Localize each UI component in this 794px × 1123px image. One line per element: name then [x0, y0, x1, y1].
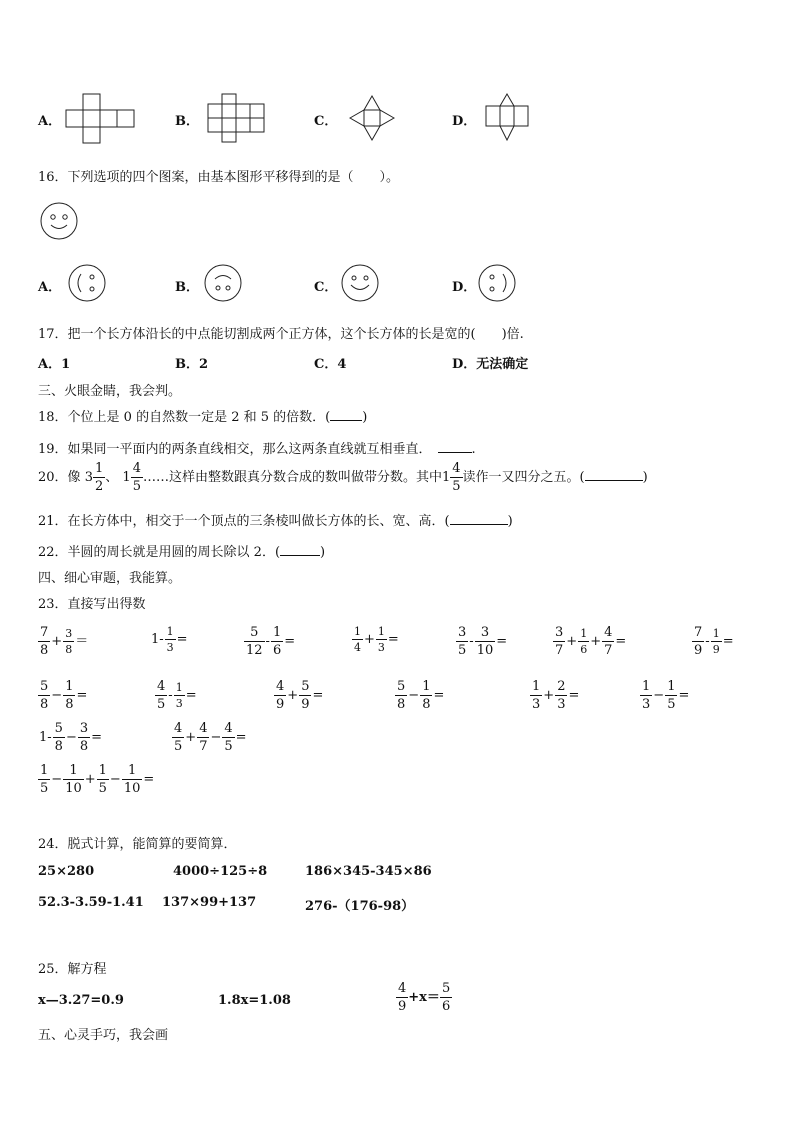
operator: +: [566, 634, 578, 649]
q17-option-d: D．无法确定: [452, 357, 529, 372]
fraction: $\frac{3}{8}$: [79, 721, 89, 754]
q16-option-a-label: A．: [38, 280, 62, 295]
cube-net-a-icon: [66, 94, 138, 144]
operator: =: [176, 632, 188, 647]
fraction: $\frac{1}{5}$: [98, 763, 107, 796]
operator: +: [51, 634, 63, 649]
q16-option-b-label: B．: [175, 280, 199, 295]
q23-title: 23．直接写出得数: [38, 597, 146, 612]
operator: =: [76, 688, 88, 703]
q23-expression: [352, 626, 400, 653]
q15-option-b-label: B．: [175, 114, 199, 129]
operator: =: [678, 688, 690, 703]
q24-expr: 25×280: [38, 864, 95, 879]
fraction: $\frac{3}{10}$: [476, 625, 494, 658]
operator: −: [653, 688, 665, 703]
section-4-heading: 四、细心审题，我能算。: [38, 571, 182, 586]
triangle-net-icon: [486, 94, 532, 144]
q23-expression: [456, 626, 508, 657]
fraction: $\frac{7}{8}$: [40, 625, 49, 658]
q17-option-b: B．2: [175, 357, 209, 372]
fraction: $\frac{5}{8}$: [54, 721, 63, 754]
fraction: $\frac{1}{8}$: [422, 679, 431, 712]
fraction: $\frac{1}{6}$: [272, 625, 282, 658]
fraction: $\frac{5}{8}$: [397, 679, 406, 712]
q15-option-a-label: A．: [38, 114, 62, 129]
q16-question: 16．下列选项的四个图案，由基本图形平移得到的是（ ）。: [38, 170, 400, 185]
q23-expression: [553, 626, 627, 657]
operator: -: [168, 688, 173, 703]
q20-question: 20．像 3 $\frac{1}{2}$ 、 1 $\frac{4}{5}$ ……这样由整数跟真分数合成的数叫做带分数。其中1 $\frac{4}{5}$ 读作一又四分之五。( ): [38, 461, 648, 494]
operator: -: [265, 634, 270, 649]
fraction: $\frac{1}{9}$: [712, 627, 720, 656]
q23-expression: [38, 626, 89, 657]
fraction: $\frac{4}{5}$: [157, 679, 166, 712]
q24-expr: 52.3-3.59-1.41: [38, 895, 144, 910]
operator: 1-: [39, 730, 52, 745]
face-variant-d-icon: [478, 264, 518, 304]
fraction: $\frac{5}{8}$: [40, 679, 49, 712]
q24-expr: 4000÷125÷8: [173, 864, 268, 879]
operator: -: [469, 634, 474, 649]
operator: =: [433, 688, 445, 703]
q15-option-d-label: D．: [452, 114, 477, 129]
fraction: $\frac{1}{8}$: [65, 679, 74, 712]
operator: =: [143, 772, 155, 787]
operator: 1-: [151, 632, 164, 647]
fraction: $\frac{1}{6}$: [580, 627, 588, 656]
operator: +: [185, 730, 197, 745]
q16-option-c-label: C．: [314, 280, 338, 295]
fraction: $\frac{3}{5}$: [458, 625, 467, 658]
q23-expression: [172, 722, 248, 753]
smiley-face-icon: [40, 202, 80, 242]
q16-option-d-label: D．: [452, 280, 477, 295]
fraction: $\frac{1}{3}$: [175, 681, 183, 710]
fraction: $\frac{1}{4}$: [354, 625, 361, 654]
fraction: $\frac{1}{10}$: [123, 763, 141, 796]
fraction: $\frac{4}{5}$: [174, 721, 183, 754]
fraction: $\frac{5}{12}$: [246, 625, 263, 658]
q17-option-a: A．1: [38, 357, 71, 372]
operator: -: [705, 634, 710, 649]
fraction: $\frac{4}{9}$: [276, 679, 285, 712]
q23-expression: [38, 764, 155, 795]
operator: =: [722, 634, 734, 649]
operator: +: [543, 688, 555, 703]
q23-expression: [395, 680, 445, 711]
q24-title: 24．脱式计算，能简算的要简算．: [38, 837, 237, 852]
diamond-net-icon: [350, 96, 396, 142]
q25-equation-1: x—3.27=0.9: [38, 993, 124, 1008]
fraction: $\frac{1}{3}$: [166, 625, 174, 654]
q23-expression: [150, 626, 189, 653]
q25-equation-2: 1.8x=1.08: [218, 993, 291, 1008]
fraction: $\frac{2}{3}$: [557, 679, 566, 712]
operator: =: [185, 688, 197, 703]
section-3-heading: 三、火眼金睛，我会判。: [38, 384, 182, 399]
q17-option-c: C．4: [314, 357, 347, 372]
q23-expression: [530, 680, 580, 711]
fraction: $\frac{1}{5}$: [667, 679, 676, 712]
section-5-heading: 五、心灵手巧，我会画: [38, 1028, 169, 1043]
operator: =: [91, 730, 103, 745]
q19-question: 19．如果同一平面内的两条直线相交，那么这两条直线就互相垂直． .: [38, 442, 476, 457]
fraction: $\frac{4}{7}$: [199, 721, 208, 754]
fraction: $\frac{7}{9}$: [694, 625, 703, 658]
q25-equation-3: $\frac{4}{9}$ +x＝ $\frac{5}{6}$: [398, 981, 451, 1014]
fraction: $\frac{3}{8}$: [65, 627, 73, 656]
operator: −: [210, 730, 222, 745]
operator: −: [65, 730, 77, 745]
fraction: $\frac{1}{3}$: [532, 679, 541, 712]
operator: =: [284, 634, 296, 649]
fraction: $\frac{5}{9}$: [301, 679, 310, 712]
q23-expression: [692, 626, 735, 657]
face-variant-a-icon: [68, 264, 108, 304]
q23-expression: [274, 680, 324, 711]
operator: +: [287, 688, 299, 703]
operator: ＝: [75, 634, 89, 649]
q23-expression: [155, 680, 198, 711]
fraction: $\frac{1}{5}$: [40, 763, 49, 796]
q23-expression: [38, 722, 103, 753]
operator: −: [109, 772, 121, 787]
operator: =: [568, 688, 580, 703]
fraction: $\frac{4}{7}$: [604, 625, 613, 658]
operator: +: [590, 634, 602, 649]
operator: +: [84, 772, 96, 787]
operator: −: [51, 772, 63, 787]
q22-question: 22．半圆的周长就是用圆的周长除以 2．( ): [38, 545, 326, 560]
operator: =: [235, 730, 247, 745]
q24-expr: 276-（176-98）: [305, 899, 415, 914]
operator: =: [615, 634, 627, 649]
q24-expr: 186×345-345×86: [305, 864, 432, 879]
operator: =: [387, 632, 399, 647]
fraction: $\frac{1}{10}$: [65, 763, 82, 796]
operator: =: [312, 688, 324, 703]
fraction: $\frac{1}{3}$: [642, 679, 651, 712]
cube-net-b-icon: [208, 94, 268, 144]
q21-question: 21．在长方体中，相交于一个顶点的三条棱叫做长方体的长、宽、高．( ): [38, 514, 513, 529]
operator: −: [51, 688, 63, 703]
operator: +: [364, 632, 375, 647]
q15-option-c-label: C．: [314, 114, 338, 129]
q18-question: 18．个位上是 0 的自然数一定是 2 和 5 的倍数．( ): [38, 410, 368, 425]
q23-expression: [38, 680, 88, 711]
q25-title: 25．解方程: [38, 962, 107, 977]
fraction: $\frac{1}{3}$: [377, 625, 385, 654]
fraction: $\frac{3}{7}$: [555, 625, 564, 658]
operator: =: [496, 634, 508, 649]
q23-expression: [244, 626, 296, 657]
q17-question: 17．把一个长方体沿长的中点能切割成两个正方体，这个长方体的长是宽的( )倍.: [38, 327, 524, 342]
q23-expression: [640, 680, 690, 711]
q24-expr: 137×99+137: [162, 895, 257, 910]
operator: −: [408, 688, 420, 703]
face-variant-b-icon: [204, 264, 244, 304]
face-variant-c-icon: [341, 264, 381, 304]
fraction: $\frac{4}{5}$: [224, 721, 233, 754]
